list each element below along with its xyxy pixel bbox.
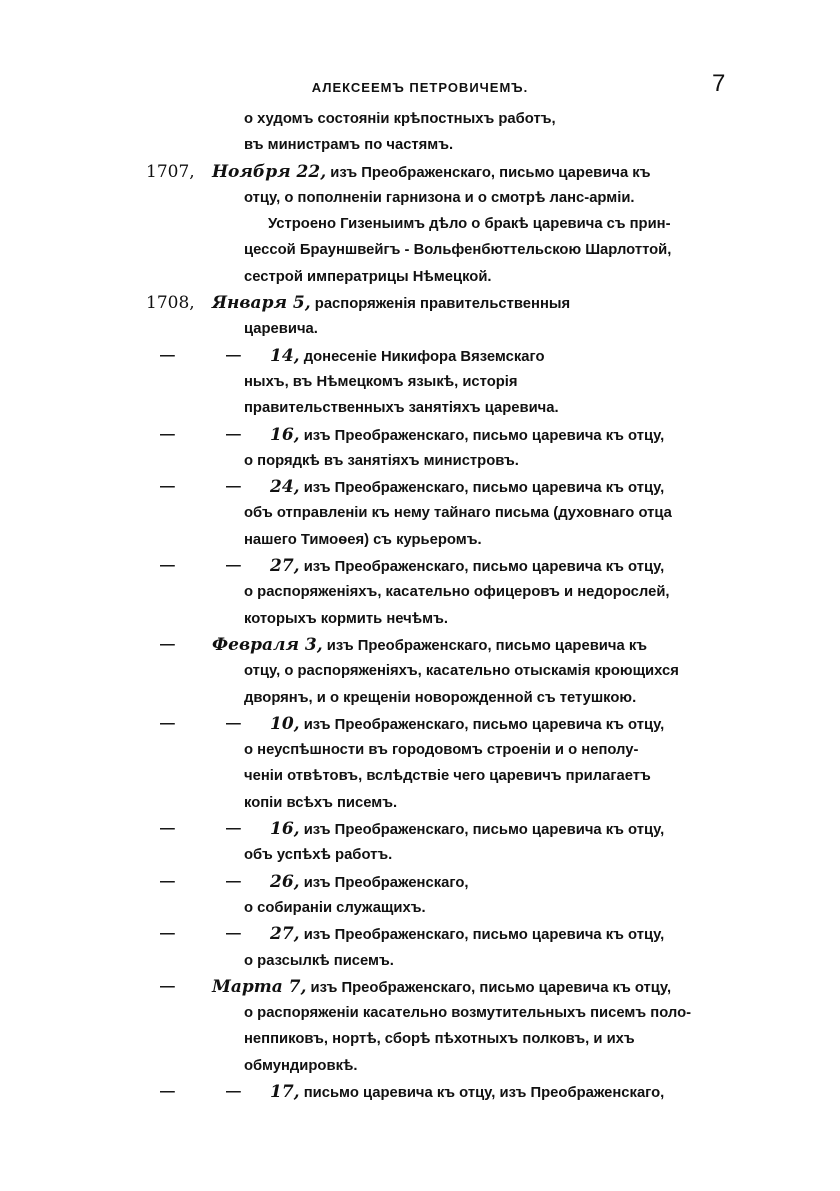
text-line [0,316,840,342]
ditto-dash-month: — [226,347,241,364]
entry-body: ныхъ, въ Нѣмецкомъ языкѣ, исторiя [244,373,518,390]
entry-body: объ отправленiи къ нему тайнаго письма (духовнаго отца [244,505,672,522]
text-line [0,500,840,526]
entry-body: о худомъ состоянiи крѣпостныхъ работъ, [244,111,556,127]
ditto-dash-year: — [160,479,175,496]
entry-body: изъ Преображенскаго, письмо царевича къ отцу, [303,927,665,944]
entry-body: изъ Преображенскаго, письмо царевича къ отцу, [310,979,672,996]
entry-body: распоряженiя правительственныя [314,296,571,313]
ditto-dash-year: — [160,873,175,890]
text-line [0,369,840,395]
entry-text [270,1079,664,1106]
entry-date: 26, [270,871,300,892]
entry-body: отцу, о пополненiи гарнизона и о смотрѣ ланс-армiи. [244,189,635,206]
ditto-dash-month: — [226,926,241,943]
entry-body: письмо царевича къ отцу, изъ Преображенскаго, [303,1084,665,1101]
entry-date: 27, [270,556,300,577]
ditto-dash-year: — [160,636,175,653]
text-line [0,132,840,158]
entry-body: копiи всѣхъ писемъ. [244,794,398,811]
entry-body: обмундировкѣ. [244,1057,358,1074]
text-line [0,895,840,921]
text-line [0,842,840,868]
entry-text [270,553,664,580]
ditto-dash-month: — [226,479,241,496]
entry-text [244,895,426,921]
entry-body: нашего Тимоѳея) съ курьеромъ. [244,531,482,548]
entry-body: Устроено Гизеныимъ дѣло о бракѣ царевича съ прин- [268,216,671,233]
entry-text [244,264,492,290]
entry-body: изъ Преображенскаго, письмо царевича къ отцу, [303,427,665,444]
text-line [0,632,840,658]
entry-body: отцу, о распоряженiяхъ, касательно отыскамiя кроющихся [244,663,679,680]
ditto-dash-month: — [226,1083,241,1100]
entry-text [244,185,635,211]
entry-text [244,369,518,395]
entry-text [270,343,545,370]
ditto-dash-year: — [160,978,175,995]
ditto-dash-year: — [160,715,175,732]
ditto-dash-year: — [160,821,175,838]
entry-body: изъ Преображенскаго, письмо царевича къ [326,637,648,654]
entry-text [244,842,392,868]
entry-date: Марта 7, [212,976,307,997]
text-line [0,290,840,316]
entry-body: о разсылкѣ писемъ. [244,952,394,969]
text-line [0,395,840,421]
entry-body: дворянъ, и о крещенiи новорожденной съ тетушкою. [244,689,637,706]
ditto-dash-month: — [226,821,241,838]
entry-date: 14, [270,345,300,366]
text-line [0,553,840,579]
entry-text [268,211,671,237]
entry-date: Января 5, [212,293,311,314]
entry-text [244,1026,635,1052]
text-line [0,711,840,737]
entry-date: Февраля 3, [212,634,323,655]
entry-body: о собиранiи служащихъ. [244,899,426,916]
text-line [0,579,840,605]
text-line [0,1079,840,1105]
entry-text [244,790,397,816]
text-line [0,527,840,553]
text-line [0,737,840,763]
entry-date: Ноября 22, [212,161,327,182]
entry-text [244,1000,691,1026]
text-line [0,790,840,816]
entry-date: 17, [270,1081,300,1102]
text-line [0,422,840,448]
entry-date: 16, [270,819,300,840]
text-line [0,816,840,842]
text-line [0,264,840,290]
entry-text [212,159,651,186]
entry-body: о неуспѣшности въ городовомъ строенiи и о неполу- [244,742,639,759]
entry-date: 24, [270,477,300,498]
entry-text [244,606,448,632]
entry-text [244,395,559,421]
chronicle-body [0,106,840,1105]
entry-date: 10, [270,713,300,734]
page-number: 7 [712,70,726,97]
entry-body: сестрой императрицы Нѣмецкой. [244,268,492,285]
text-line [0,869,840,895]
entry-text [270,816,664,843]
text-line [0,1026,840,1052]
ditto-dash-year: — [160,347,175,364]
text-line [0,474,840,500]
text-line [0,1000,840,1026]
entry-body: о распоряженiяхъ, касательно офицеровъ и недорослей, [244,584,670,601]
text-line [0,763,840,789]
entry-year: 1708, [146,293,195,314]
text-line [0,211,840,237]
text-line [0,948,840,974]
entry-body: изъ Преображенскаго, письмо царевича къ отцу, [303,480,665,497]
entry-text [270,921,664,948]
ditto-dash-month: — [226,426,241,443]
ditto-dash-year: — [160,1083,175,1100]
entry-text [244,448,519,474]
text-line [0,974,840,1000]
entry-body: изъ Преображенскаго, письмо царевича къ отцу, [303,822,665,839]
entry-body: ченiи отвѣтовъ, вслѣдствiе чего царевичъ прилагаетъ [244,768,651,785]
ditto-dash-year: — [160,558,175,575]
ditto-dash-month: — [226,873,241,890]
entry-text [212,974,671,1001]
entry-body: которыхъ кормить нечѣмъ. [244,610,448,627]
entry-body: о порядкѣ въ занятiяхъ министровъ. [244,452,519,469]
text-line [0,685,840,711]
entry-body: неппиковъ, нортѣ, сборѣ пѣхотныхъ полковъ, и ихъ [244,1031,635,1048]
text-line [0,448,840,474]
text-line [0,1053,840,1079]
entry-text [270,474,664,501]
entry-body: изъ Преображенскаго, [303,874,469,891]
entry-text [270,711,664,738]
text-line [0,658,840,684]
entry-text [244,132,453,158]
entry-text [212,632,647,659]
entry-text [244,527,482,553]
entry-date: 16, [270,424,300,445]
text-line [0,185,840,211]
entry-text [244,1053,357,1079]
entry-body: въ министрамъ по частямъ. [244,137,454,154]
entry-body: правительственныхъ занятiяхъ царевича. [244,400,559,417]
entry-text [270,422,664,449]
entry-text [244,316,318,342]
entry-text [244,685,636,711]
entry-body: царевича. [244,321,318,338]
text-line [0,106,840,132]
entry-date: 27, [270,924,300,945]
entry-text [244,737,638,763]
text-line [0,606,840,632]
ditto-dash-year: — [160,926,175,943]
entry-text [244,763,651,789]
text-line [0,921,840,947]
entry-text [270,869,468,896]
ditto-dash-month: — [226,558,241,575]
entry-body: донесенiе Никифора Вяземскаго [303,348,545,365]
text-line [0,159,840,185]
entry-body: изъ Преображенскаго, письмо царевича къ отцу, [303,559,665,576]
text-line [0,237,840,263]
entry-body: изъ Преображенскаго, письмо царевича къ [330,164,651,181]
entry-body: изъ Преображенскаго, письмо царевича къ отцу, [303,716,665,733]
entry-text [244,106,556,132]
ditto-dash-month: — [226,715,241,732]
entry-year: 1707, [146,161,195,182]
entry-body: объ успѣхѣ работъ. [244,847,393,864]
entry-text [244,500,672,526]
entry-body: цессой Брауншвейгъ - Вольфенбюттельскою Шарлоттой, [244,242,672,259]
entry-text [244,579,670,605]
running-head: АЛЕКСЕЕМЪ ПЕТРОВИЧЕМЪ. [311,80,529,95]
entry-body: о распоряженiи касательно возмутительныхъ писемъ поло- [244,1005,692,1022]
text-line [0,343,840,369]
ditto-dash-year: — [160,426,175,443]
entry-text [212,290,570,317]
entry-text [244,658,679,684]
entry-text [244,237,671,263]
entry-text [244,948,394,974]
